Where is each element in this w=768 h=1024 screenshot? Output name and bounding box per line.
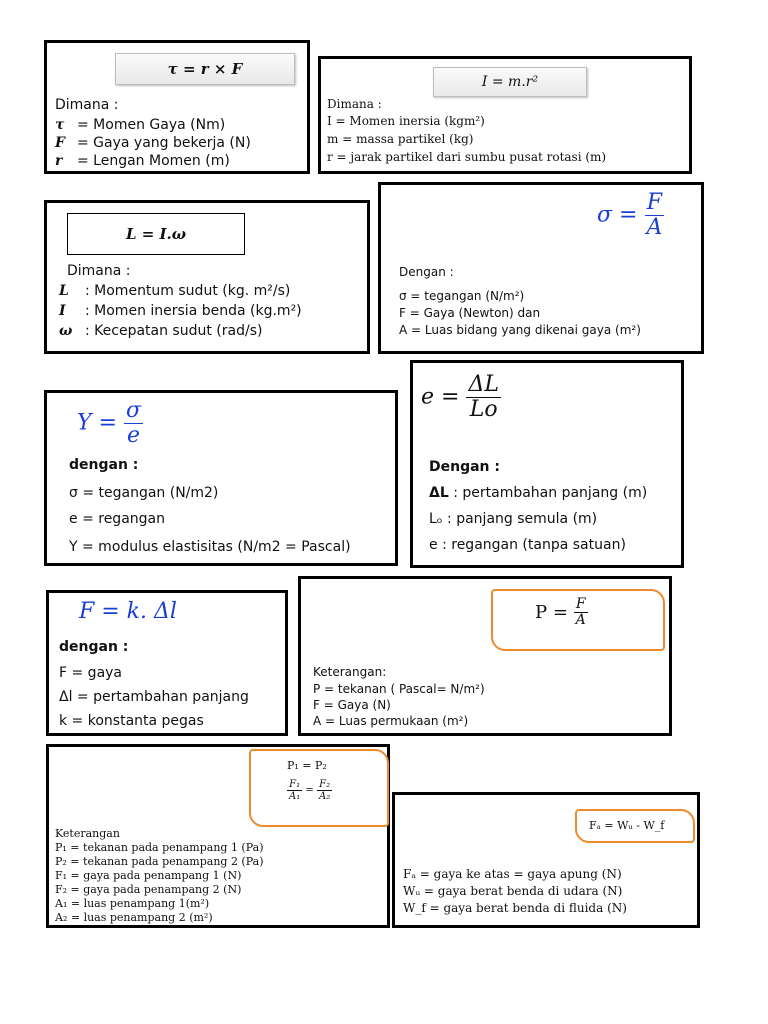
spring-row-1: Δl = pertambahan panjang xyxy=(59,689,249,705)
pascal-heading: Keterangan xyxy=(55,827,120,840)
torque-heading: Dimana : xyxy=(55,97,119,113)
inertia-box xyxy=(318,56,692,174)
pressure-row-2: A = Luas permukaan (m²) xyxy=(313,714,469,728)
spring-formula: F = k. Δl xyxy=(79,599,177,624)
strain-heading: Dengan : xyxy=(429,459,500,475)
modulus-row-1: e = regangan xyxy=(69,511,165,527)
strain-row-1: Lₒ : panjang semula (m) xyxy=(429,511,598,527)
pascal-formula: P₁ = P₂ $\frac{\text{F₁}}{\text{A₁}}$ = $\frac{\text{F₂}}{\text{A₂}}$ xyxy=(249,749,389,827)
modulus-heading: dengan : xyxy=(69,457,139,473)
buoyancy-row-2: W_f = gaya berat benda di fluida (N) xyxy=(403,901,627,915)
inertia-row-2: r = jarak partikel dari sumbu pusat rotasi (m) xyxy=(327,150,607,164)
inertia-row-1: m = massa partikel (kg) xyxy=(327,132,474,146)
pascal-row-3: F₂ = gaya pada penampang 2 (N) xyxy=(55,883,242,896)
pressure-formula: P = $\frac{F}{A}$ xyxy=(491,589,665,651)
angular-row-1: I : Momen inersia benda (kg.m²) xyxy=(59,303,302,319)
spring-heading: dengan : xyxy=(59,639,129,655)
spring-row-2: k = konstanta pegas xyxy=(59,713,204,729)
buoyancy-formula: Fₐ = Wᵤ - W_f xyxy=(575,809,695,843)
angular-formula: L = I.ω xyxy=(67,213,245,255)
stress-box xyxy=(378,182,704,354)
angular-box xyxy=(44,200,370,354)
angular-row-2: ω : Kecepatan sudut (rad/s) xyxy=(59,323,263,339)
torque-row-2: r = Lengan Momen (m) xyxy=(55,153,230,169)
stress-formula: σ = $\frac{F}{A}$ xyxy=(597,190,663,241)
modulus-formula: Y = $\frac{\sigma}{e}$ xyxy=(77,398,141,449)
inertia-formula: I = m.r² xyxy=(433,67,587,97)
pressure-heading: Keterangan: xyxy=(313,665,387,679)
stress-heading: Dengan : xyxy=(399,265,454,279)
pressure-row-0: P = tekanan ( Pascal= N/m²) xyxy=(313,682,485,696)
pressure-box xyxy=(298,576,672,736)
buoyancy-box xyxy=(392,792,700,928)
modulus-row-0: σ = tegangan (N/m2) xyxy=(69,485,219,501)
strain-formula: e = $\frac{\Delta L}{Lo}$ xyxy=(421,372,499,423)
pascal-row-0: P₁ = tekanan pada penampang 1 (Pa) xyxy=(55,841,264,854)
stress-row-2: A = Luas bidang yang dikenai gaya (m²) xyxy=(399,323,641,337)
angular-heading: Dimana : xyxy=(67,263,131,279)
pascal-row-5: A₂ = luas penampang 2 (m²) xyxy=(55,911,213,924)
pascal-row-4: A₁ = luas penampang 1(m²) xyxy=(55,897,210,910)
pascal-row-1: P₂ = tekanan pada penampang 2 (Pa) xyxy=(55,855,264,868)
torque-row-0: τ = Momen Gaya (Nm) xyxy=(55,117,226,133)
spring-box xyxy=(46,590,288,736)
torque-formula: τ = r × F xyxy=(115,53,295,85)
inertia-heading: Dimana : xyxy=(327,97,382,111)
modulus-box xyxy=(44,390,398,566)
torque-row-1: F = Gaya yang bekerja (N) xyxy=(55,135,251,151)
modulus-row-2: Y = modulus elastisitas (N/m2 = Pascal) xyxy=(69,539,351,555)
pascal-row-2: F₁ = gaya pada penampang 1 (N) xyxy=(55,869,242,882)
inertia-row-0: I = Momen inersia (kgm²) xyxy=(327,114,485,128)
strain-box xyxy=(410,360,684,568)
pressure-row-1: F = Gaya (N) xyxy=(313,698,391,712)
buoyancy-row-0: Fₐ = gaya ke atas = gaya apung (N) xyxy=(403,867,622,881)
torque-box xyxy=(44,40,310,174)
buoyancy-row-1: Wᵤ = gaya berat benda di udara (N) xyxy=(403,884,623,898)
pascal-box xyxy=(46,744,390,928)
stress-row-1: F = Gaya (Newton) dan xyxy=(399,306,541,320)
stress-row-0: σ = tegangan (N/m²) xyxy=(399,289,525,303)
spring-row-0: F = gaya xyxy=(59,665,123,681)
angular-row-0: L : Momentum sudut (kg. m²/s) xyxy=(59,283,291,299)
strain-row-2: e : regangan (tanpa satuan) xyxy=(429,537,626,553)
strain-row-0: ΔL : pertambahan panjang (m) xyxy=(429,485,648,501)
